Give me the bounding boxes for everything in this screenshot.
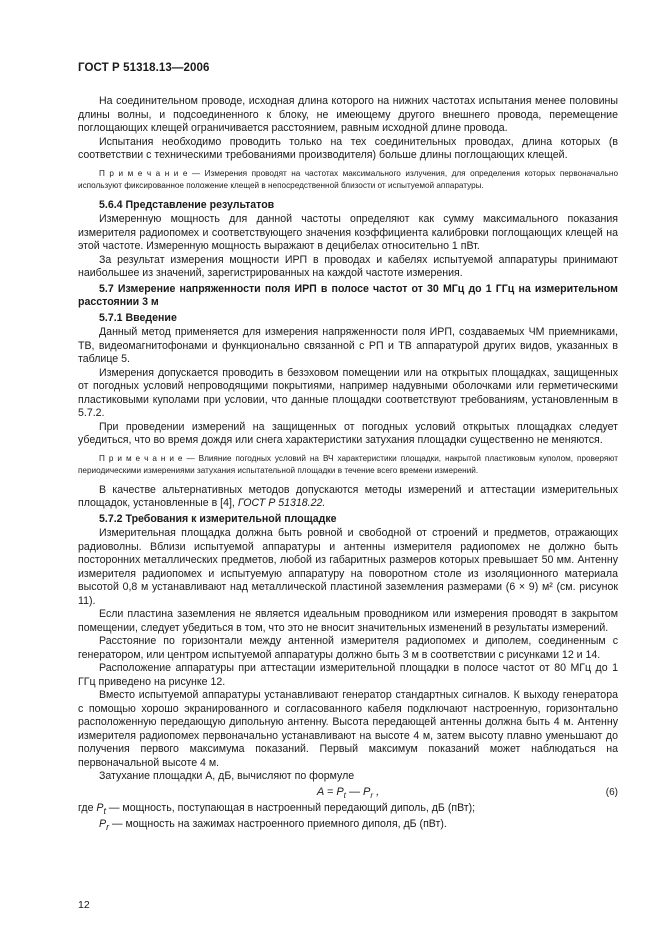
paragraph: Измеренную мощность для данной частоты определяют как сумму максимального показания измерителя радиопомех и соответствующего значения коэффициента калибровки поглощающих клещей на этой частоте. Измеренную мощность выражают в децибелах относительно 1 пВт. — [78, 213, 618, 252]
where-prefix: где — [78, 801, 97, 814]
formula-subscript: r — [106, 822, 110, 833]
paragraph: Расположение аппаратуры при аттестации измерительной площадки в полосе частот от 80 МГц до 1 ГГц приведено на рисунке 12. — [78, 662, 618, 688]
definition-text: — мощность, поступающая в настроенный передающий диполь, дБ (пВт); — [105, 801, 476, 814]
formula-row — [78, 784, 618, 802]
section-heading: 5.7 Измерение напряженности поля ИРП в полосе частот от 30 МГц до 1 ГГц на измерительном расстоянии 3 м — [78, 282, 618, 308]
paragraph: Расстояние по горизонтали между антенной измерителя радиопомех и диполем, соединенным с генератором, или центром испытуемой аппаратуры должно быть 3 м в соответствии с рисунками 12 и 14. — [78, 635, 618, 661]
note: П р и м е ч а н и е — Влияние погодных условий на ВЧ характеристики площадки, накрытой пластиковым куполом, проверяют периодическими измерениями затухания испытательной площадки в течение всего времени измерений. — [78, 453, 618, 475]
formula-operator: = — [323, 785, 337, 798]
formula — [78, 786, 618, 803]
paragraph: Измерения допускается проводить в безэховом помещении или на открытых площадках, защищенных от погодных условий непроводящими покрытиями, например надувными оболочками или герметическими пластиковыми куполами при условии, что данные площадки соответствуют требованиям, установленным в 5.7.2. — [78, 366, 618, 419]
paragraph: При проведении измерений на защищенных от погодных условий открытых площадках следует убедиться, что во время дождя или снега характеристики затухания площадки существенно не меняются. — [78, 420, 618, 446]
section-heading: 5.6.4 Представление результатов — [99, 198, 275, 211]
page-number: 12 — [78, 899, 90, 911]
formula-symbol: P — [336, 785, 344, 798]
section-heading: 5.7.1 Введение — [99, 311, 177, 324]
definition-line — [78, 818, 618, 835]
paragraph: Данный метод применяется для измерения напряженности поля ИРП, создаваемых ЧМ приемниками, ТВ, видеомагнитофонами и функционально связанной с РП и ТВ аппаратурой других видов, указанных в таблице 5. — [78, 326, 618, 365]
note: П р и м е ч а н и е — Измерения проводят на частотах максимального излучения, для определения которых первоначально используют фиксированное положение клещей в непосредственной близости от испытуемой аппаратуры. — [78, 168, 618, 190]
equation-number: (6) — [605, 786, 618, 798]
document-body — [78, 95, 618, 835]
standard-reference: ГОСТ Р 51318.22. — [237, 497, 326, 509]
formula-subscript: t — [343, 790, 346, 800]
formula-subscript: t — [103, 805, 106, 816]
formula-punctuation: , — [373, 785, 380, 798]
formula-symbol: P — [363, 785, 371, 798]
paragraph-text: В качестве альтернативных методов допускаются методы измерений и аттестации измерительных площадок, установленные в [4], — [78, 483, 618, 509]
paragraph: Испытания необходимо проводить только на тех соединительных проводах, длина которых (в соответствии с техническими требованиями производителя) больше длины поглощающих клещей. — [78, 135, 618, 161]
paragraph: Затухание площадки A, дБ, вычисляют по формуле — [99, 770, 355, 782]
paragraph: На соединительном проводе, исходная длина которого на нижних частотах испытания менее половины длины волны, и подсоединенного к блоку, не имеющему другого внешнего провода, перемещение поглощающих клещей ограничивается расстоянием, равным исходной длине провода. — [78, 95, 618, 134]
definition-text: — мощность на зажимах настроенного приемного диполя, дБ (пВт). — [109, 818, 447, 831]
paragraph: За результат измерения мощности ИРП в проводах и кабелях испытуемой аппаратуры принимают наибольшее из значений, зарегистрированных на каждой частоте измерения. — [78, 253, 618, 279]
paragraph: Вместо испытуемой аппаратуры устанавливают генератор стандартных сигналов. К выходу генератора с помощью хорошо экранированного и согласованного кабеля подключают настроенную, горизонтально расположенную передающую дипольную антенну. Высота передающей антенны должна быть 4 м. Антенну измерителя радиопомех первоначально устанавливают на высоте 4 м, затем высоту плавно уменьшают до получения первого максимума показаний. Первый максимум показаний может наблюдаться на первоначальной высоте 4 м. — [78, 689, 618, 769]
paragraph: Измерительная площадка должна быть ровной и свободной от строений и предметов, отражающих радиоволны. Вблизи испытуемой аппаратуры и антенны измерителя радиопомех не должно быть посторонних металлических предметов, любой из габаритных размеров которых превышает 50 мм. Антенну измерителя радиопомех и испытуемую аппаратуру на поворотном столе из изоляционного материала высотой 0,8 м устанавливают над металлической пластиной заземления размерами (6 × 9) м² (см. рисунок 11). — [78, 527, 618, 607]
formula-operator: — — [345, 785, 364, 798]
formula-symbol: P — [96, 801, 104, 814]
definition-line — [78, 802, 618, 819]
formula-symbol: P — [99, 818, 107, 831]
section-heading: 5.7.2 Требования к измерительной площадке — [99, 512, 337, 525]
formula-symbol: A — [316, 785, 324, 798]
paragraph: Если пластина заземления не является идеальным проводником или измерения проводят в закрытом помещении, следует убедиться в том, что это не вносит значительных изменений в результаты измерений. — [78, 608, 618, 634]
paragraph — [78, 484, 618, 511]
document-header: ГОСТ Р 51318.13—2006 — [78, 62, 210, 74]
formula-subscript: r — [370, 790, 374, 800]
